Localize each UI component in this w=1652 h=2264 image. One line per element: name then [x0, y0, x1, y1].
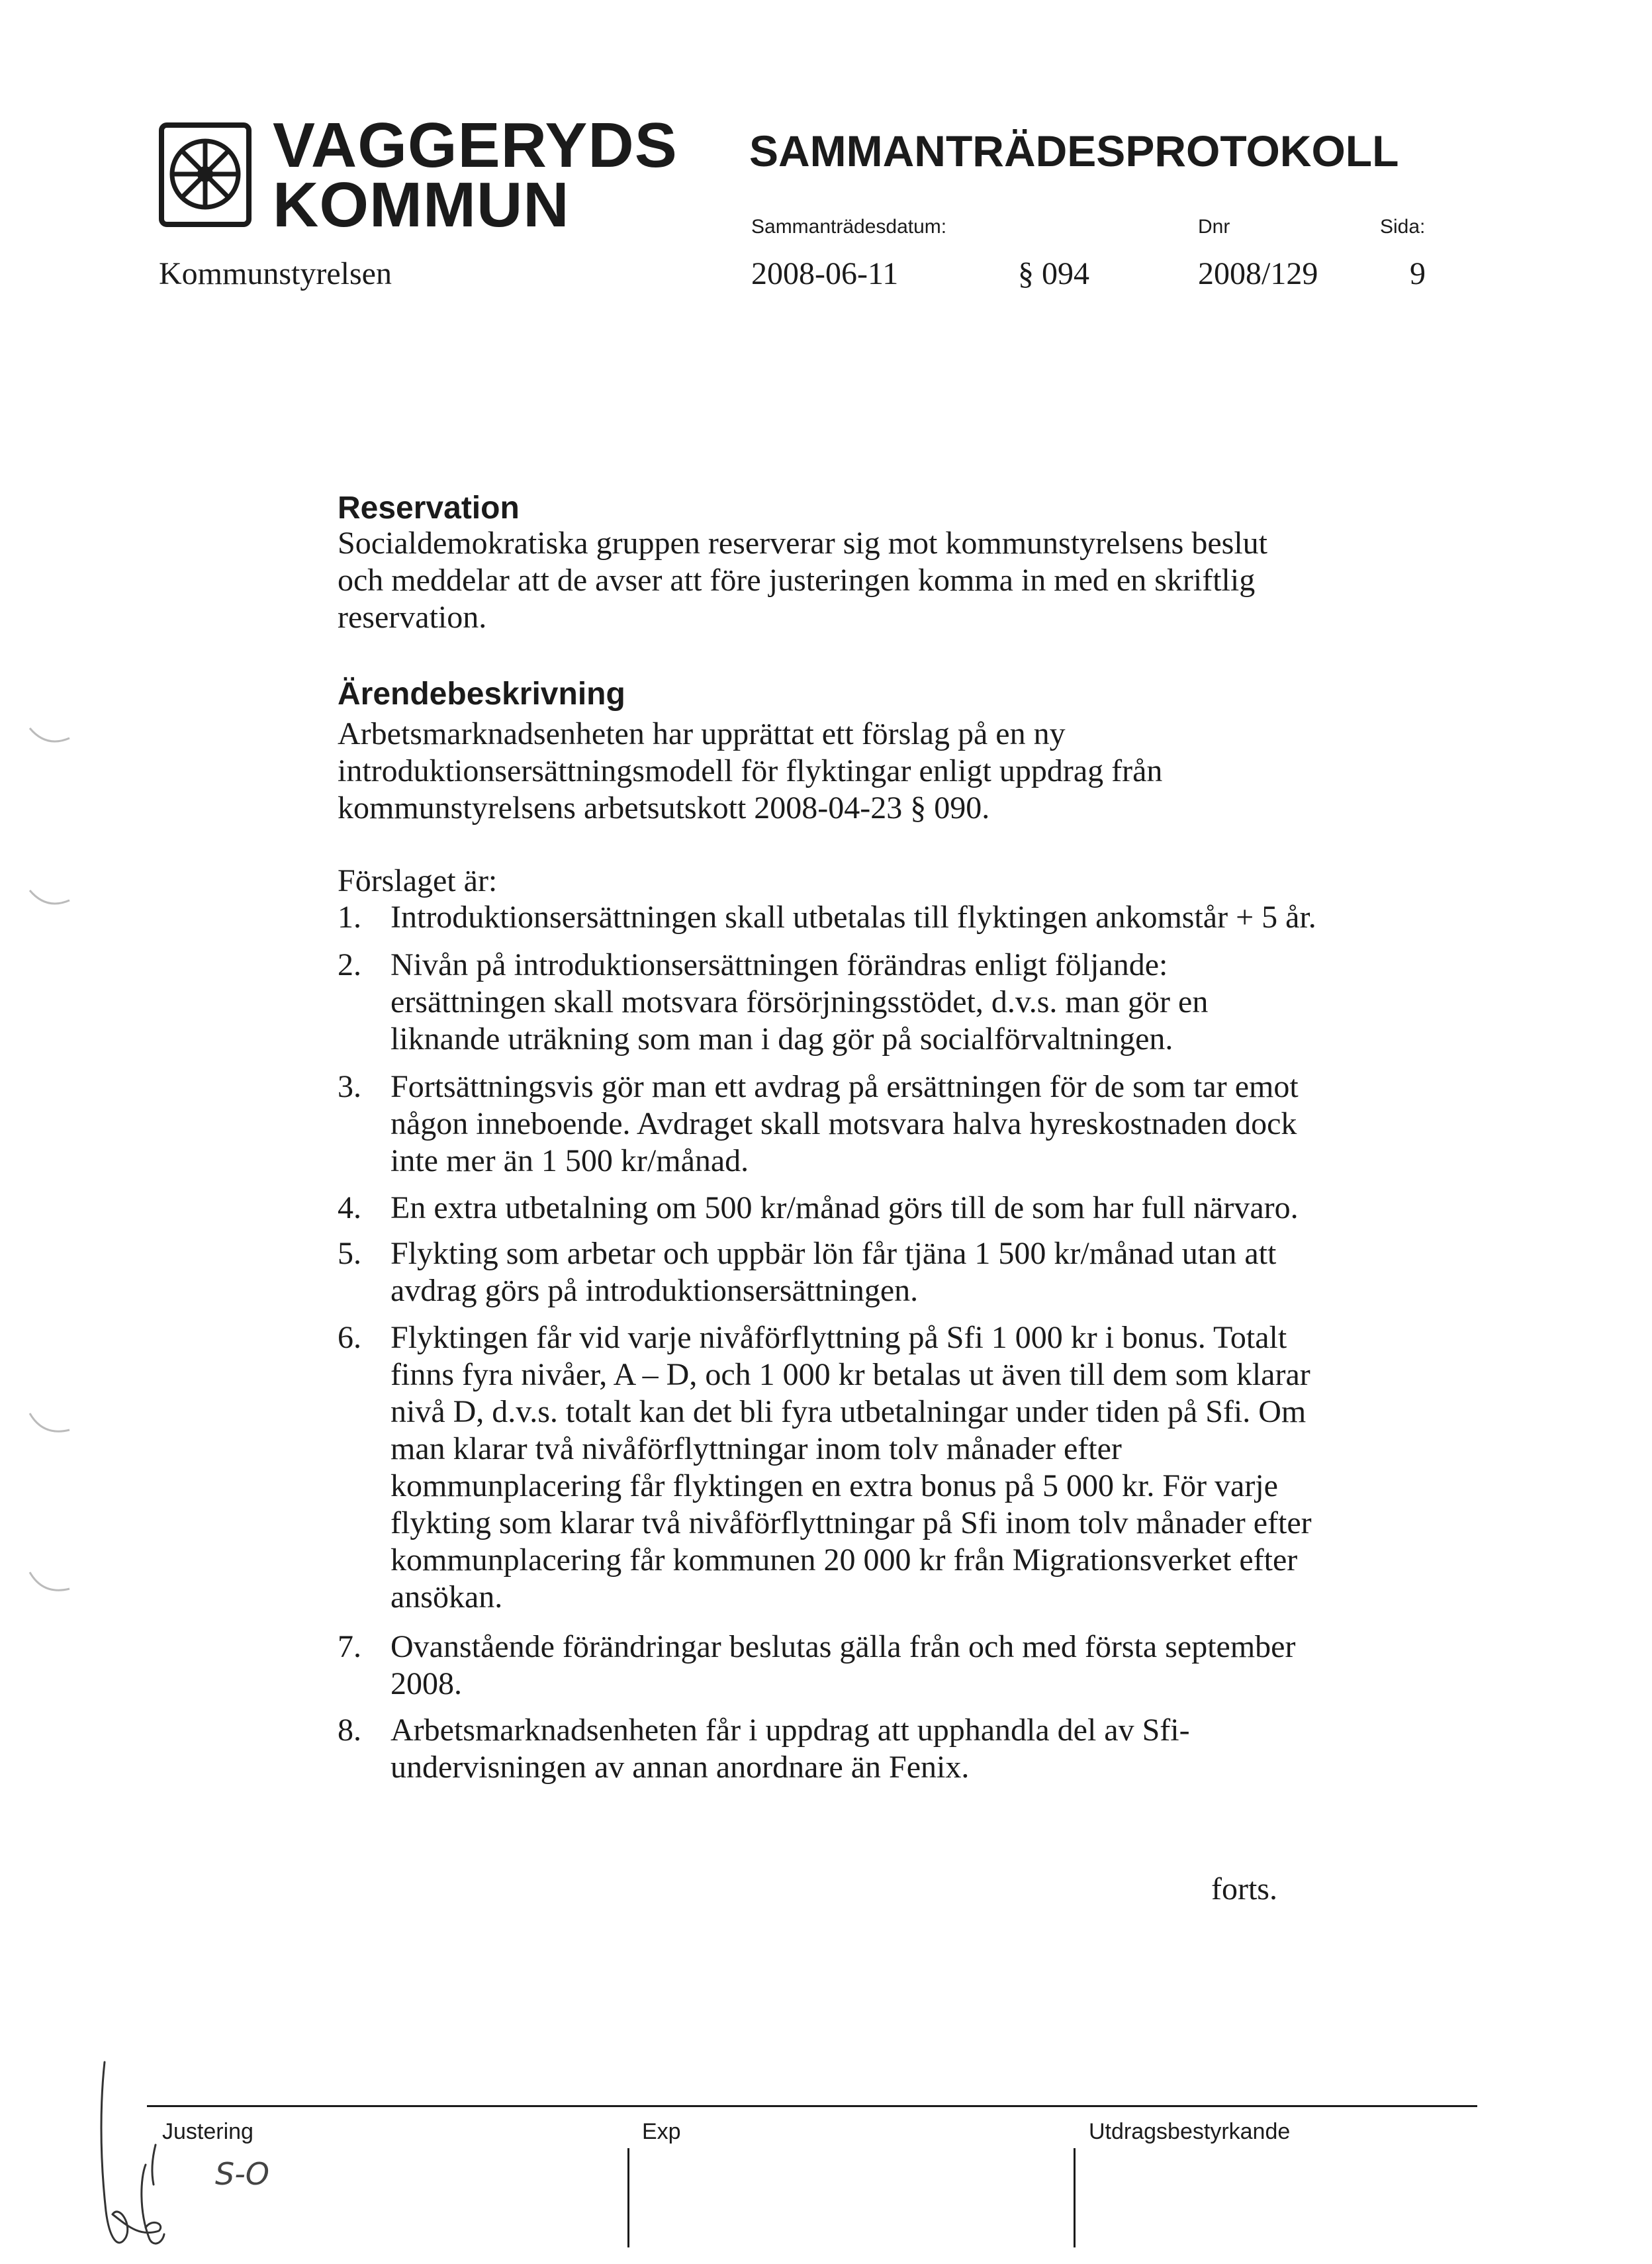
text-line: nivå D, d.v.s. totalt kan det bli fyra utbetalningar under tiden på Sfi. Om	[390, 1394, 1307, 1429]
dnr-value: 2008/129	[1198, 256, 1318, 291]
text-line: Introduktionsersättningen skall utbetalas till flyktingen ankomstår + 5 år.	[390, 900, 1316, 935]
list-item	[390, 1068, 1299, 1180]
department-name: Kommunstyrelsen	[159, 256, 392, 291]
text-line: Socialdemokratiska gruppen reserverar sig mot kommunstyrelsens beslut	[338, 526, 1268, 561]
case-description-heading: Ärendebeskrivning	[338, 677, 625, 712]
org-name-line1: VAGGERYDS	[273, 110, 678, 181]
document-title: SAMMANTRÄDESPROTOKOLL	[749, 126, 1399, 175]
text-line: flykting som klarar två nivåförflyttningar på Sfi inom tolv månader efter	[390, 1505, 1312, 1540]
text-line: Ovanstående förändringar beslutas gälla från och med första september	[390, 1629, 1296, 1664]
list-item-number: 8.	[338, 1713, 361, 1748]
text-line: kommunstyrelsens arbetsutskott 2008-04-23 § 090.	[338, 790, 990, 825]
meeting-date-label: Sammanträdesdatum:	[751, 216, 947, 238]
text-line: inte mer än 1 500 kr/månad.	[390, 1143, 749, 1178]
text-line: Fortsättningsvis gör man ett avdrag på ersättningen för de som tar emot	[390, 1069, 1299, 1104]
text-line: Flyktingen får vid varje nivåförflyttning på Sfi 1 000 kr i bonus. Totalt	[390, 1320, 1287, 1355]
text-line: någon inneboende. Avdraget skall motsvara halva hyreskostnaden dock	[390, 1106, 1297, 1141]
page-number: 9	[1410, 256, 1426, 291]
text-line: avdrag görs på introduktionsersättningen.	[390, 1273, 919, 1308]
exp-label: Exp	[642, 2119, 681, 2144]
text-line: Arbetsmarknadsenheten får i uppdrag att upphandla del av Sfi-	[390, 1713, 1190, 1748]
text-line: undervisningen av annan anordnare än Fenix.	[390, 1750, 970, 1785]
paragraph-number: § 094	[1018, 256, 1089, 291]
continuation-note: forts.	[1211, 1871, 1277, 1907]
meeting-date-value: 2008-06-11	[751, 256, 899, 291]
case-description-text	[338, 716, 1162, 827]
list-item-number: 3.	[338, 1069, 361, 1104]
text-line: man klarar två nivåförflyttningar inom tolv månader efter	[390, 1431, 1122, 1466]
dnr-label: Dnr	[1198, 216, 1230, 238]
municipality-emblem-icon	[159, 122, 252, 228]
list-item-number: 1.	[338, 900, 361, 935]
handwritten-signature	[86, 2059, 364, 2257]
list-item-number: 5.	[338, 1236, 361, 1271]
list-item	[390, 1190, 1299, 1227]
text-line: ersättningen skall motsvara försörjningsstödet, d.v.s. man gör en	[390, 984, 1209, 1019]
page-label: Sida:	[1380, 216, 1426, 238]
text-line: kommunplacering får flyktingen en extra bonus på 5 000 kr. För varje	[390, 1468, 1278, 1503]
initials: S-O	[215, 2156, 270, 2192]
list-item-number: 4.	[338, 1190, 361, 1225]
list-item	[390, 1235, 1276, 1309]
text-line: introduktionsersättningsmodell för flyktingar enligt uppdrag från	[338, 753, 1163, 788]
text-line: Nivån på introduktionsersättningen förändras enligt följande:	[390, 947, 1168, 982]
list-item	[390, 1628, 1295, 1703]
punch-mark-icon	[26, 1569, 73, 1595]
text-line: liknande uträkning som man i dag gör på socialförvaltningen.	[390, 1021, 1173, 1057]
proposal-label: Förslaget är:	[338, 863, 498, 898]
list-item	[390, 1712, 1190, 1786]
text-line: En extra utbetalning om 500 kr/månad görs till de som har full närvaro.	[390, 1190, 1299, 1225]
text-line: finns fyra nivåer, A – D, och 1 000 kr betalas ut även till dem som klarar	[390, 1357, 1310, 1392]
punch-mark-icon	[26, 884, 73, 910]
utdragsbestyrkande-label: Utdragsbestyrkande	[1089, 2119, 1291, 2144]
org-name-line2: KOMMUN	[273, 169, 570, 240]
reservation-text	[338, 525, 1267, 636]
text-line: kommunplacering får kommunen 20 000 kr från Migrationsverket efter	[390, 1542, 1298, 1578]
list-item	[390, 1319, 1312, 1616]
punch-mark-icon	[26, 722, 73, 748]
reservation-heading: Reservation	[338, 491, 520, 526]
text-line: ansökan.	[390, 1580, 503, 1615]
text-line: Arbetsmarknadsenheten har upprättat ett förslag på en ny	[338, 716, 1066, 751]
list-item-number: 6.	[338, 1320, 361, 1355]
text-line: och meddelar att de avser att före justeringen komma in med en skriftlig	[338, 563, 1256, 598]
list-item	[390, 899, 1316, 936]
list-item-number: 7.	[338, 1629, 361, 1664]
text-line: reservation.	[338, 600, 487, 635]
list-item-number: 2.	[338, 947, 361, 982]
text-line: 2008.	[390, 1666, 462, 1701]
footer-column-divider	[1074, 2148, 1076, 2247]
justering-label: Justering	[162, 2119, 253, 2144]
footer-column-divider	[627, 2148, 629, 2247]
punch-mark-icon	[26, 1410, 73, 1437]
text-line: Flykting som arbetar och uppbär lön får tjäna 1 500 kr/månad utan att	[390, 1236, 1277, 1271]
list-item	[390, 947, 1208, 1058]
